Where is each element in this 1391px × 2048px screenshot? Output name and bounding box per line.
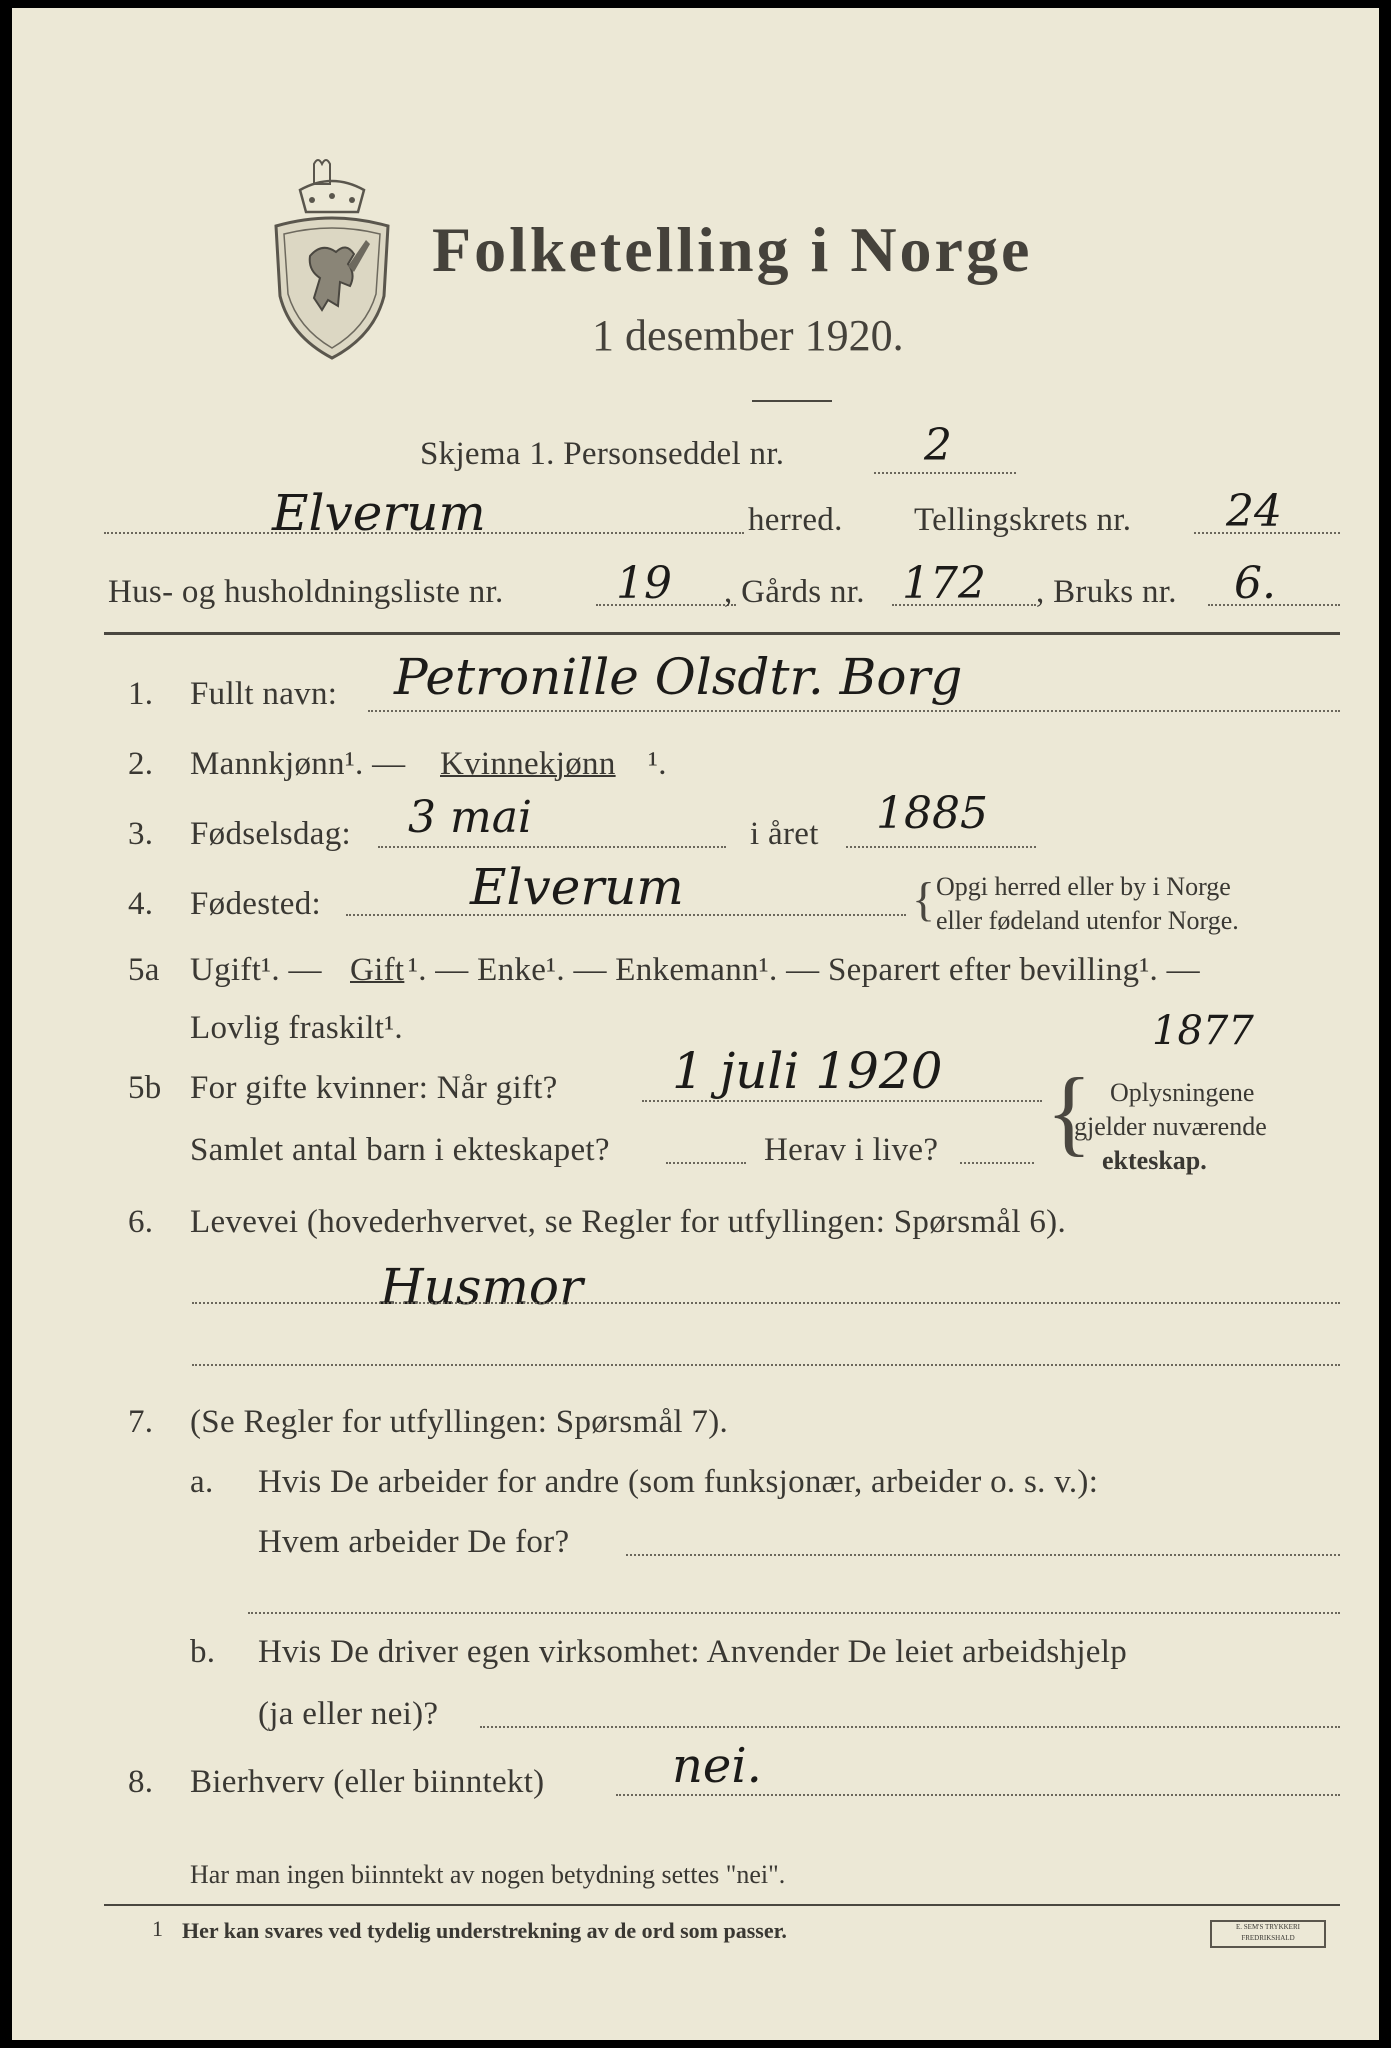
skjema-label: Skjema 1. Personseddel nr. — [420, 436, 785, 472]
q5a-other-options: ¹. — Enke¹. — Enkemann¹. — Separert efter bevilling¹. — — [408, 952, 1200, 988]
q5b-brace: { — [1046, 1058, 1093, 1165]
printer-stamp: E. SEM'S TRYKKERI FREDRIKSHALD — [1210, 1920, 1326, 1948]
q3-number: 3. — [128, 816, 154, 852]
q7a-field-line-2 — [248, 1612, 1340, 1614]
footer-rule — [104, 1904, 1340, 1906]
q3-year-field-line — [846, 846, 1036, 848]
herred-label: herred. — [748, 502, 843, 538]
q1-label: Fullt navn: — [190, 676, 338, 712]
married-date-value[interactable]: 1 juli 1920 — [672, 1042, 943, 1100]
birth-day-value[interactable]: 3 mai — [408, 792, 533, 843]
census-date: 1 desember 1920. — [592, 311, 904, 360]
full-name-value[interactable]: Petronille Olsdtr. Borg — [394, 648, 963, 706]
gards-label: , Gårds nr. — [724, 574, 865, 610]
gards-nr-value[interactable]: 172 — [902, 558, 986, 609]
q5b-note-line1: Oplysningene — [1110, 1078, 1255, 1107]
q8-field-line — [616, 1794, 1340, 1796]
coat-of-arms-icon — [262, 156, 402, 366]
q7b-field-line — [480, 1726, 1340, 1728]
title-divider — [752, 400, 832, 402]
q2-female-sup: ¹. — [648, 746, 667, 782]
tellingskrets-label: Tellingskrets nr. — [914, 502, 1132, 538]
q4-brace: { — [912, 873, 936, 926]
herred-value[interactable]: Elverum — [272, 484, 486, 542]
q5a-gift-option[interactable]: Gift — [350, 952, 405, 988]
census-form — [12, 8, 1379, 2040]
q2-female-option[interactable]: Kvinnekjønn — [440, 746, 616, 782]
personseddel-field-line — [874, 472, 1016, 474]
q5a-line2: Lovlig fraskilt¹. — [190, 1010, 403, 1046]
form-title: Folketelling i Norge — [432, 214, 1033, 285]
q3-label: Fødselsdag: — [190, 816, 351, 852]
bruks-nr-value[interactable]: 6. — [1234, 558, 1276, 609]
q5b-note-line3: ekteskap. — [1102, 1146, 1207, 1175]
q7a-field-line-1 — [626, 1554, 1340, 1556]
q5b-note-line2: gjelder nuværende — [1074, 1112, 1267, 1141]
q7-label: (Se Regler for utfyllingen: Spørsmål 7). — [190, 1404, 729, 1440]
q4-note-line1: Opgi herred eller by i Norge — [936, 872, 1231, 901]
hus-label: Hus- og husholdningsliste nr. — [108, 574, 504, 610]
q1-number: 1. — [128, 676, 154, 712]
q3-year-label: i året — [750, 816, 819, 852]
q7a-label: Hvis De arbeider for andre (som funksjonær, arbeider o. s. v.): — [258, 1464, 1099, 1500]
q8-number: 8. — [128, 1764, 154, 1800]
herred-field-line — [104, 532, 744, 534]
q5a-ugift-option: Ugift¹. — — [190, 952, 322, 988]
q5b-number: 5b — [128, 1070, 162, 1106]
q6-label: Levevei (hovederhvervet, se Regler for utfyllingen: Spørsmål 6). — [190, 1204, 1067, 1240]
q7b-label: Hvis De driver egen virksomhet: Anvender De leiet arbeidshjelp — [258, 1634, 1128, 1670]
q3-day-field-line — [378, 846, 726, 848]
q5b-label: For gifte kvinner: Når gift? — [190, 1070, 558, 1106]
q4-label: Fødested: — [190, 886, 322, 922]
footnote-text: Her kan svares ved tydelig understrekning av de ord som passer. — [182, 1918, 787, 1943]
q2-number: 2. — [128, 746, 154, 782]
q7b-line2: (ja eller nei)? — [258, 1696, 439, 1732]
footnote-number: 1 — [152, 1916, 163, 1941]
birthplace-value[interactable]: Elverum — [470, 858, 684, 916]
q1-field-line — [368, 710, 1340, 712]
q4-note-line2: eller fødeland utenfor Norge. — [936, 906, 1239, 935]
q7b-letter: b. — [190, 1634, 216, 1670]
personseddel-nr-value[interactable]: 2 — [924, 420, 952, 471]
hus-nr-value[interactable]: 19 — [616, 558, 672, 609]
q7a-line2: Hvem arbeider De for? — [258, 1524, 570, 1560]
q5b-ilive-label: Herav i live? — [764, 1132, 939, 1168]
q8-label: Bierhverv (eller biinntekt) — [190, 1764, 545, 1800]
footer-note: Har man ingen biinntekt av nogen betydning settes "nei". — [190, 1860, 786, 1889]
margin-note-year: 1877 — [1152, 1008, 1254, 1054]
q4-number: 4. — [128, 886, 154, 922]
q5b-barn-label: Samlet antal barn i ekteskapet? — [190, 1132, 610, 1168]
q5b-barn-field-line — [666, 1162, 746, 1164]
birth-year-value[interactable]: 1885 — [876, 788, 988, 839]
side-income-value[interactable]: nei. — [672, 1738, 762, 1794]
q7-number: 7. — [128, 1404, 154, 1440]
header-rule — [104, 632, 1340, 635]
q5a-number: 5a — [128, 952, 160, 988]
tellingskrets-nr-value[interactable]: 24 — [1226, 486, 1282, 537]
q7a-letter: a. — [190, 1464, 214, 1500]
q5b-ilive-field-line — [960, 1162, 1034, 1164]
bruks-label: , Bruks nr. — [1036, 574, 1177, 610]
q6-field-line-2 — [192, 1364, 1340, 1366]
q5b-married-field-line — [642, 1100, 1042, 1102]
q6-field-line-1 — [192, 1302, 1340, 1304]
q6-number: 6. — [128, 1204, 154, 1240]
q2-male-option: Mannkjønn¹. — — [190, 746, 406, 782]
occupation-value[interactable]: Husmor — [380, 1258, 583, 1316]
